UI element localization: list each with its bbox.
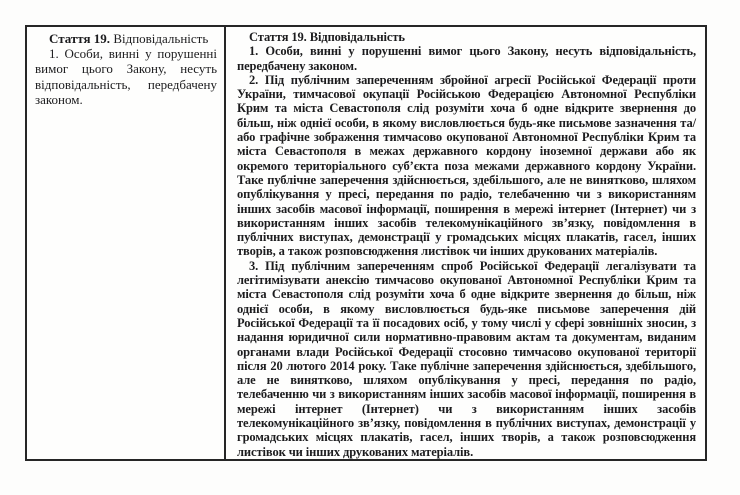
- article-body: [35, 46, 217, 107]
- article-body: [237, 44, 696, 459]
- article-paragraph: 1. Особи, винні у порушенні вимог цього Закону, несуть відповідальність, передбачену законом.: [237, 44, 696, 73]
- article-paragraph: 2. Під публічним запереченням збройної агресії Російської Федерації проти України, тимчасової окупації Російською Федерацією Автономної Республіки Крим та міста Севастополя слід розуміти хоча б одне відкрите звернення до більш, ніж однієї особи, в якому висловлюється будь-яке письмове зазначення та/або графічне зображення тимчасово окупованої Автономної Республіки Крим та міста Севастополя в межах державного кордону іноземної держави або як окремого територіального суб’єкта поза межами державного кордону України. Таке публічне заперечення здійснюється, здебільшого, але не винятково, шляхом опублікування у пресі, передання по радіо, телебаченню чи з використанням інших засобів масової інформації, поширення в мережі інтернет (Інтернет) чи з використанням інших засобів телекомунікаційного зв’язку, повідомлення в публічних виступах, демонстрації у громадських місцях плакатів, гасел, інших творів, а також розповсюдження листівок чи інших друкованих матеріалів.: [237, 72, 696, 259]
- article-comparison-table: [25, 25, 707, 461]
- article-heading: [35, 31, 217, 46]
- left-column-old-version: [27, 27, 226, 459]
- article-paragraph: 1. Особи, винні у порушенні вимог цього Закону, несуть відповідальність, передбачену законом.: [35, 46, 217, 107]
- article-paragraph: 3. Під публічним запереченням спроб Російської Федерації легалізувати та легітимізувати анексію тимчасово окупованої Автономної Республіки Крим та міста Севастополя слід розуміти хоча б одне відкрите звернення до більш, ніж однієї особи, в якому висловлюється будь-яке письмове заперечення дій Російської Федерації та її посадових осіб, у тому числі у сфері зовнішніх зносин, з надання юридичної сили нормативно-правовим актам та документам, виданим органами влади Російської Федерації стосовно тимчасово окупованої території після 20 лютого 2014 року. Таке публічне заперечення здійснюється, здебільшого, але не винятково, шляхом опублікування у пресі, передання по радіо, телебаченню чи з використанням інших засобів масової інформації, поширення в мережі інтернет (Інтернет) чи з використанням інших засобів телекомунікаційного зв’язку, повідомлення в публічних виступах, демонстрації у громадських місцях плакатів, гасел, інших творів, а також розповсюдження листівок чи інших друкованих матеріалів.: [237, 258, 696, 459]
- article-title: Відповідальність: [110, 31, 209, 46]
- article-number: Стаття 19.: [49, 31, 111, 46]
- article-heading: Стаття 19. Відповідальність: [249, 30, 405, 44]
- right-column-new-version: [226, 27, 705, 459]
